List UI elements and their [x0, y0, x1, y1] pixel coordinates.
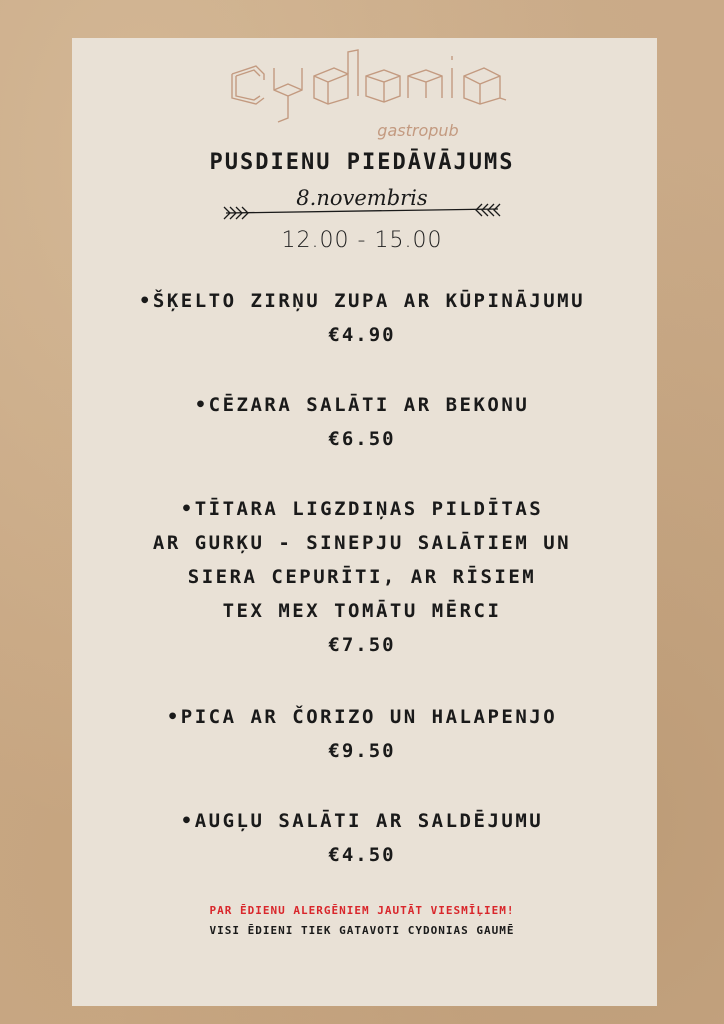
menu-item	[0, 492, 724, 662]
cydonia-logo	[222, 46, 508, 142]
kitchen-note: VISI ĒDIENI TIEK GATAVOTI CYDONIAS GAUMĒ	[209, 924, 515, 937]
menu-item-description: SIERA CEPURĪTI, AR RĪSIEM	[187, 566, 537, 588]
menu-item-name: •CĒZARA SALĀTI AR BEKONU	[194, 394, 530, 416]
serving-hours: 12.00 - 15.00	[281, 228, 443, 253]
menu-date: 8.novembris	[296, 186, 428, 210]
menu-item-description: AR GURĶU - SINEPJU SALĀTIEM UN	[152, 532, 572, 554]
menu-item-name: •AUGĻU SALĀTI AR SALDĒJUMU	[180, 810, 544, 832]
menu-title: PUSDIENU PIEDĀVĀJUMS	[209, 150, 515, 175]
menu-item	[0, 284, 724, 352]
menu-item-price: €4.50	[328, 844, 396, 866]
menu-item-description: TEX MEX TOMĀTU MĒRCI	[222, 600, 502, 622]
allergen-note: PAR ĒDIENU ALERGĒNIEM JAUTĀT VIESMĪĻIEM!	[209, 904, 515, 917]
menu-item-name: •ŠĶELTO ZIRŅU ZUPA AR KŪPINĀJUMU	[138, 290, 586, 312]
menu-item-name: •TĪTARA LIGZDIŅAS PILDĪTAS	[180, 498, 544, 520]
menu-item	[0, 700, 724, 768]
menu-item-price: €7.50	[328, 634, 396, 656]
menu-item-price: €6.50	[328, 428, 396, 450]
menu-item	[0, 388, 724, 456]
menu-item-price: €4.90	[328, 324, 396, 346]
menu-item-price: €9.50	[328, 740, 396, 762]
menu-item-name: •PICA AR ČORIZO UN HALAPENJO	[166, 706, 558, 728]
menu-item	[0, 804, 724, 872]
brand-tagline: gastropub	[377, 121, 459, 140]
